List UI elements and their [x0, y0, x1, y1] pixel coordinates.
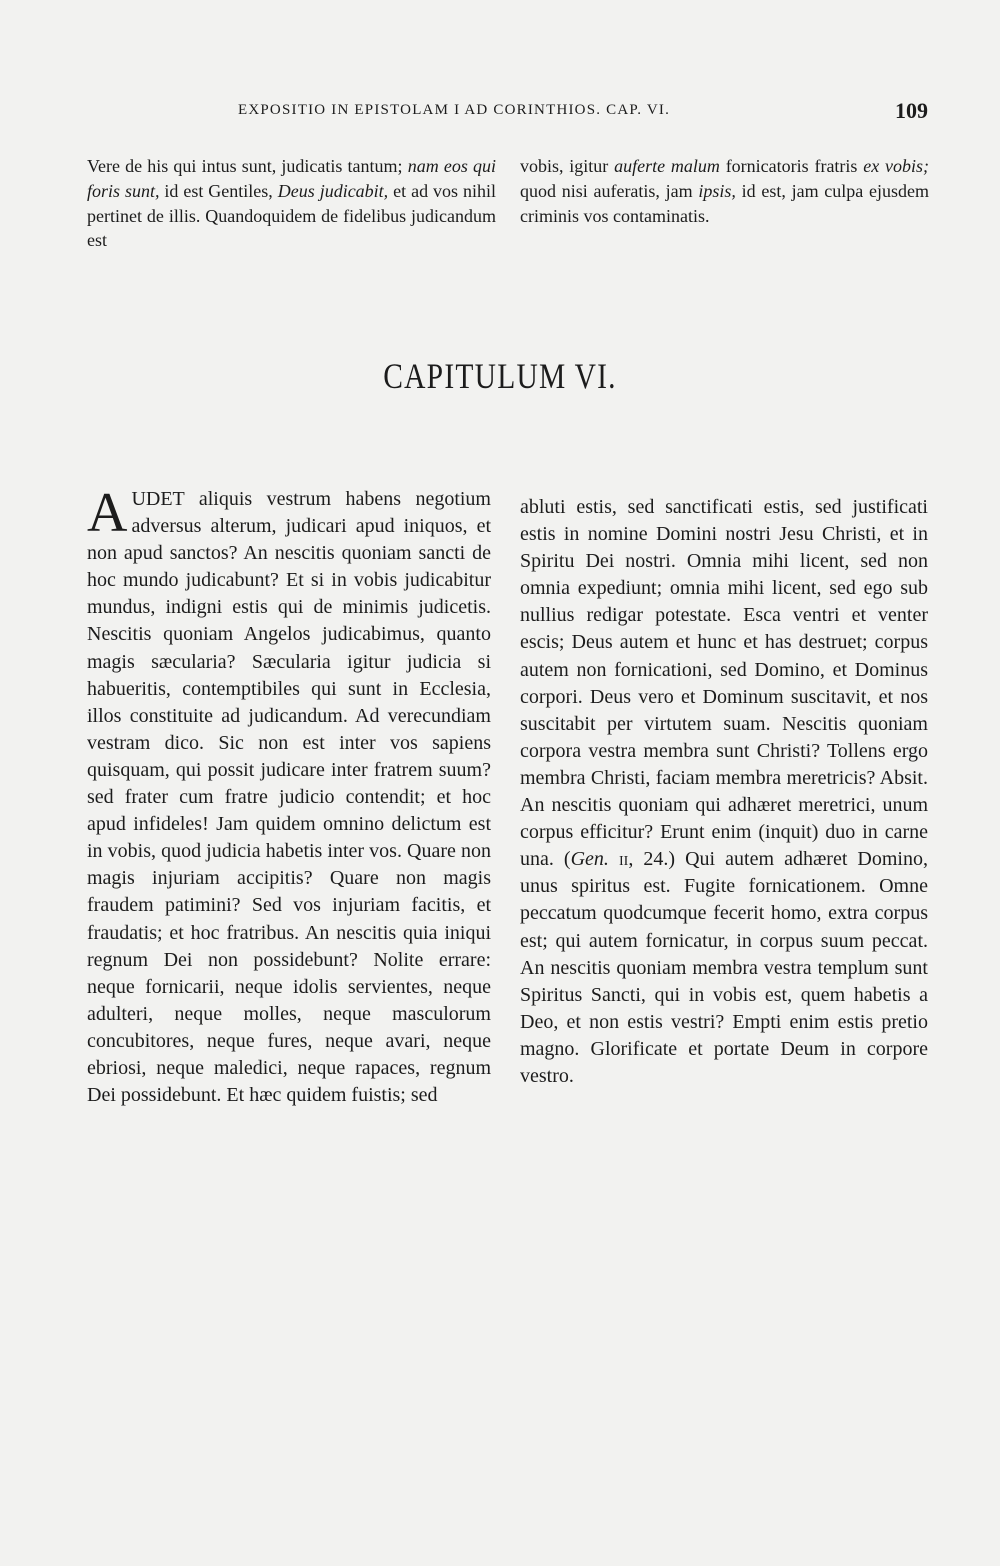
paragraph [87, 154, 496, 253]
chapter-text-right [520, 494, 928, 1090]
drop-cap: A [87, 482, 128, 544]
text-run: Vere de his qui intus sunt, judicatis tantum; [87, 156, 408, 176]
text-run: id est Gentiles, [159, 180, 278, 201]
running-header [238, 98, 928, 128]
italic-run: nam eos qui foris sunt, [87, 156, 497, 201]
paragraph [87, 482, 491, 1109]
text-run: fornicatoris fratris [719, 156, 864, 176]
text-run: abluti estis, sed sanctificati estis, sed justificati estis in nomine Domini nostri Jesu Christi, et in Spiritu Dei nostri. Omnia mihi licent, sed non omnia expediunt; omnia mihi licent, sed ego sub nullius redigar potestate. Esca ventri et venter escis; Deus autem et hunc et has destruet; corpus autem non fornicationi, sed Domino, et Dominus corpori. Deus vero et Dominum suscitavit, et nos suscitabit per virtutem suam. Nescitis quoniam corpora vestra membra sunt Christi? Tollens ergo membra Christi, faciam membra meretricis? Absit. An nescitis quoniam qui adhæret meretrici, unum corpus efficitur? Erunt enim (inquit) duo in carne una. ( [520, 496, 928, 871]
page-number: 109 [895, 98, 928, 123]
italic-run: ipsis, [698, 180, 736, 201]
paragraph [520, 494, 928, 1090]
italic-run: ex vobis; [863, 156, 929, 176]
text-run: quod nisi auferatis, jam [520, 180, 699, 201]
continued-text-left [87, 154, 496, 253]
text-run: Qui autem adhæret Domino, unus spiritus est. Fugite fornicationem. Omne peccatum quodcumque fecerit homo, extra corpus est; qui autem fornicatur, in corpus suum peccat. An nescitis quoniam membra vestra templum sunt Spiritus Sancti, qui in vobis est, quem habetis a Deo, et non estis vestri? Empti enim estis pretio magno. Glorificate et portate Deum in corpore vestro. [520, 848, 928, 1087]
chapter-text-left [87, 482, 491, 1109]
continued-text-right [520, 154, 929, 228]
chapter-title: CAPITULUM VI. [383, 356, 617, 396]
lead-word: UDET [131, 488, 185, 510]
text-run [609, 848, 619, 870]
italic-run: auferte malum [614, 156, 720, 176]
scripture-book-ref: Gen. [570, 848, 609, 871]
running-title: EXPOSITIO IN EPISTOLAM I AD CORINTHIOS. CAP. VI. [238, 102, 671, 118]
scripture-chapter-ref: ii [618, 848, 629, 871]
text-run: vobis, igitur [520, 156, 615, 176]
italic-run: Deus judicabit, [277, 180, 389, 201]
text-run: , 24.) [628, 848, 676, 871]
text-run: aliquis vestrum habens negotium adversus alterum, judicari apud iniquos, et non apud sanctos? An nescitis quoniam sancti de hoc mundo judicabunt? Et si in vobis judicabitur mundus, indigni estis qui de minimis judicetis. Nescitis quoniam Angelos judicabimus, quanto magis sæcularia? Sæcularia igitur judicia si habueritis, contemptibiles qui sunt in Ecclesia, illos constituite ad judicandum. Ad verecundiam vestram dico. Sic non est inter vos sapiens quisquam, qui possit judicare inter fratrem suum? sed frater cum fratre judicio contendit; et hoc apud infideles! Jam quidem omnino delictum est in vobis, quod judicia habetis inter vos. Quare non magis injuriam accipitis? Quare non magis fraudem patimini? Sed vos injuriam facitis, et fraudatis; et hoc fratribus. An nescitis quia iniqui regnum Dei non possidebunt? Nolite errare: neque fornicarii, neque idolis servientes, neque adulteri, neque molles, neque masculorum concubitores, neque fures, neque avari, neque ebriosi, neque maledici, neque rapaces, regnum Dei possidebunt. Et hæc quidem fuistis; sed [87, 488, 491, 1107]
text-run: et ad vos nihil pertinet de illis. Quandoquidem de fidelibus judicandum est [87, 180, 496, 251]
text-run: id est, jam culpa ejusdem criminis vos contaminatis. [520, 180, 930, 226]
paragraph [520, 154, 929, 228]
